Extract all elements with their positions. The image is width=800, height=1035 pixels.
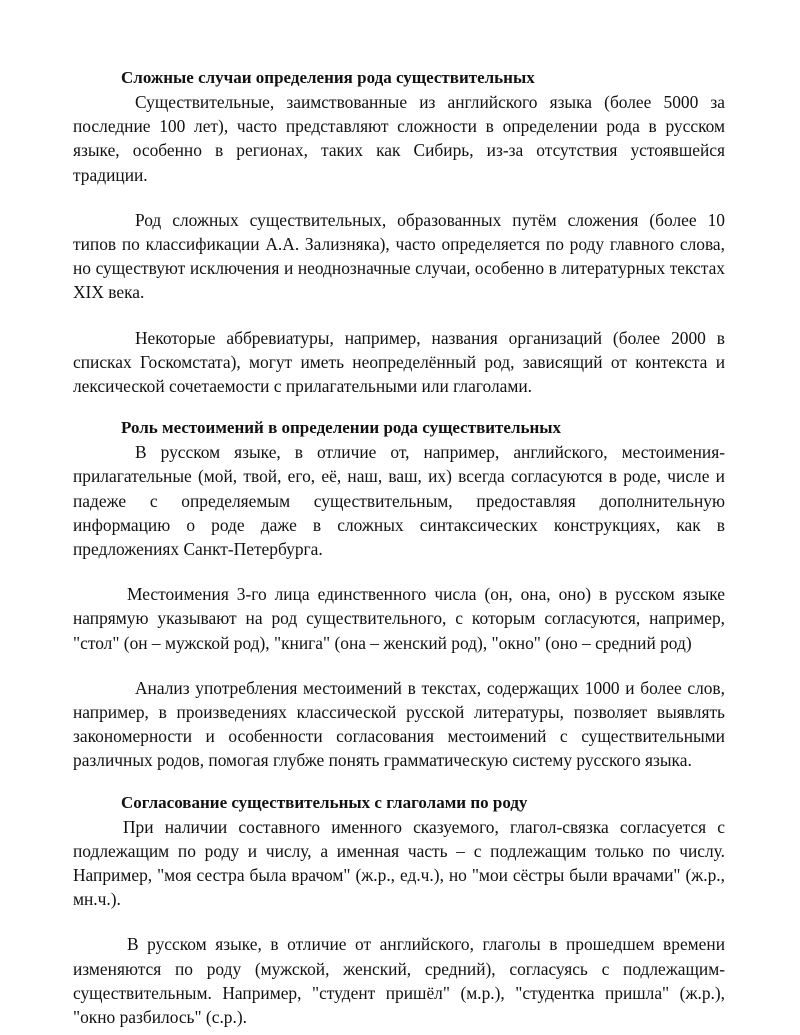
section-heading: Сложные случаи определения рода существительных <box>121 68 535 87</box>
paragraph: При наличии составного именного сказуемого, глагол-связка согласуется с подлежащим по роду и числу, а именная часть – с подлежащим только по числу. Например, "моя сестра была врачом" (ж.р., ед.ч.), но "мои сёстры были врачами" (ж.р., мн.ч.). <box>73 816 725 910</box>
section-gender-difficult-cases <box>73 66 725 398</box>
paragraph: Местоимения 3-го лица единственного числа (он, она, оно) в русском языке напрямую указывают на род существительного, с которым согласуются, например, "стол" (он – мужской род), "книга" (она – женский род), "окно" (оно – средний род) <box>73 584 725 653</box>
paragraph: Некоторые аббревиатуры, например, названия организаций (более 2000 в списках Госкомстата), могут иметь неопределённый род, зависящий от контекста и лексической сочетаемости с прилагательными или глаголами. <box>73 327 725 397</box>
paragraph: Существительные, заимствованные из английского языка (более 5000 за последние 100 лет), часто представляют сложности в определении рода в русском языке, особенно в регионах, таких как Сибирь, из-за отсутствия устоявшейся традиции. <box>73 92 725 185</box>
paragraph: Род сложных существительных, образованных путём сложения (более 10 типов по классификации А.А. Зализняка), часто определяется по роду главного слова, но существуют исключения и неоднозначные случаи, особенно в литературных текстах XIX века. <box>73 209 725 303</box>
document-page <box>73 66 725 1029</box>
section-heading: Роль местоимений в определении рода существительных <box>121 418 562 438</box>
section-pronouns-role <box>73 416 725 772</box>
section-noun-verb-agreement <box>73 791 725 1030</box>
paragraph: Анализ употребления местоимений в текстах, содержащих 1000 и более слов, например, в произведениях классической русской литературы, позволяет выявлять закономерности и особенности согласования местоимений с существительными различных родов, помогая глубже понять грамматическую систему русского языка. <box>73 677 725 771</box>
paragraph: В русском языке, в отличие от, например, английского, местоимения-прилагательные (мой, твой, его, её, наш, ваш, их) всегда согласуются в роде, числе и падеже с определяемым существительным, предоставляя дополнительную информацию о роде даже в сложных синтаксических конструкциях, как в предложениях Санкт-Петербурга. <box>73 442 725 560</box>
section-heading: Согласование существительных с глаголами по роду <box>121 792 528 812</box>
paragraph: В русском языке, в отличие от английского, глаголы в прошедшем времени изменяются по роду (мужской, женский, средний), согласуясь с подлежащим-существительным. Например, "студент пришёл" (м.р.), "студентка пришла" (ж.р.), "окно разбилось" (с.р.). <box>73 934 725 1028</box>
